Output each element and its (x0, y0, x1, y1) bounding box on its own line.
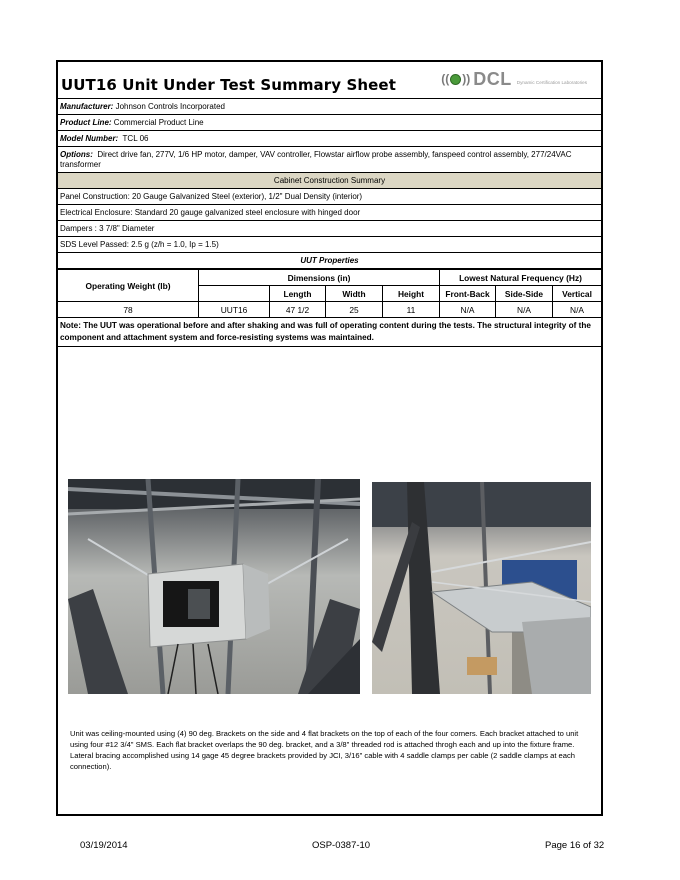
summary-sheet (56, 60, 603, 816)
side-side-value: N/A (496, 302, 553, 318)
col-length: Length (270, 286, 326, 302)
height-value: 11 (383, 302, 440, 318)
manufacturer-row: Manufacturer: Johnson Controls Incorporated (58, 99, 601, 115)
sds-level-row: SDS Level Passed: 2.5 g (z/h = 1.0, Ip = 1.5) (58, 237, 601, 253)
vertical-value: N/A (553, 302, 602, 318)
table-row (58, 302, 601, 318)
cabinet-summary-heading: Cabinet Construction Summary (58, 173, 601, 189)
weight-value: 78 (58, 302, 199, 318)
col-width: Width (326, 286, 383, 302)
col-front-back: Front-Back (440, 286, 496, 302)
logo-waves-icon: (( )) (441, 72, 471, 86)
options-value: Direct drive fan, 277V, 1/6 HP motor, damper, VAV controller, Flowstar airflow probe assembly, fanspeed control assembly, 277/24VAC transformer (60, 150, 572, 169)
front-back-value: N/A (440, 302, 496, 318)
uut-properties-table (58, 269, 601, 318)
product-line-value: Commercial Product Line (113, 118, 204, 127)
dcl-logo (441, 68, 587, 90)
col-side-side: Side-Side (496, 286, 553, 302)
model-number-row: Model Number: TCL 06 (58, 131, 601, 147)
weight-header: Operating Weight (lb) (58, 270, 199, 302)
test-note: Note: The UUT was operational before and after shaking and was full of operating content during the tests. The structural integrity of the component and attachment system and force-resisting systems was maintained. (58, 318, 601, 347)
footer-document-number: OSP-0387-10 (312, 840, 371, 851)
unit-value: UUT16 (199, 302, 270, 318)
uut-properties-heading: UUT Properties (58, 253, 601, 269)
options-row: Options: Direct drive fan, 277V, 1/6 HP motor, damper, VAV controller, Flowstar airflow probe assembly, fanspeed control assembly, 277/24VAC transformer (58, 147, 601, 173)
col-vertical: Vertical (553, 286, 602, 302)
footer-page-number: Page 16 of 32 (545, 840, 605, 851)
dampers-row: Dampers : 3 7/8" Diameter (58, 221, 601, 237)
page-title: UUT16 Unit Under Test Summary Sheet (61, 76, 396, 94)
length-value: 47 1/2 (270, 302, 326, 318)
product-line-row: Product Line: Commercial Product Line (58, 115, 601, 131)
mounting-description: Unit was ceiling-mounted using (4) 90 deg. Brackets on the side and 4 flat brackets on the top of each of the four corners. Each bracket attached to unit using four #12 3/4" SMS. Each flat bracket overlaps the 90 deg. bracket, and a 3/8" threaded rod is attached throgh each and up into the fixture frame. Lateral bracing accomplished using 14 gage 45 degree brackets provided by JCI, 3/16" cable with 4 saddle clamps per cable (2 saddle clamps at each connection). (70, 729, 579, 771)
width-value: 25 (326, 302, 383, 318)
footer-date: 03/19/2014 (80, 840, 128, 851)
model-number-value: TCL 06 (122, 134, 149, 143)
col-height: Height (383, 286, 440, 302)
logo-subtext: Dynamic Certification Laboratories (516, 79, 587, 85)
bracket-detail-photo (372, 482, 591, 694)
unit-front-photo (68, 479, 360, 694)
logo-text: DCL (473, 68, 512, 89)
manufacturer-value: Johnson Controls Incorporated (115, 102, 225, 111)
frequency-header: Lowest Natural Frequency (Hz) (440, 270, 602, 286)
dimensions-header: Dimensions (in) (199, 270, 440, 286)
panel-construction-row: Panel Construction: 20 Gauge Galvanized Steel (exterior), 1/2" Dual Density (interior) (58, 189, 601, 205)
title-row (58, 62, 601, 99)
electrical-enclosure-row: Electrical Enclosure: Standard 20 gauge galvanized steel enclosure with hinged door (58, 205, 601, 221)
